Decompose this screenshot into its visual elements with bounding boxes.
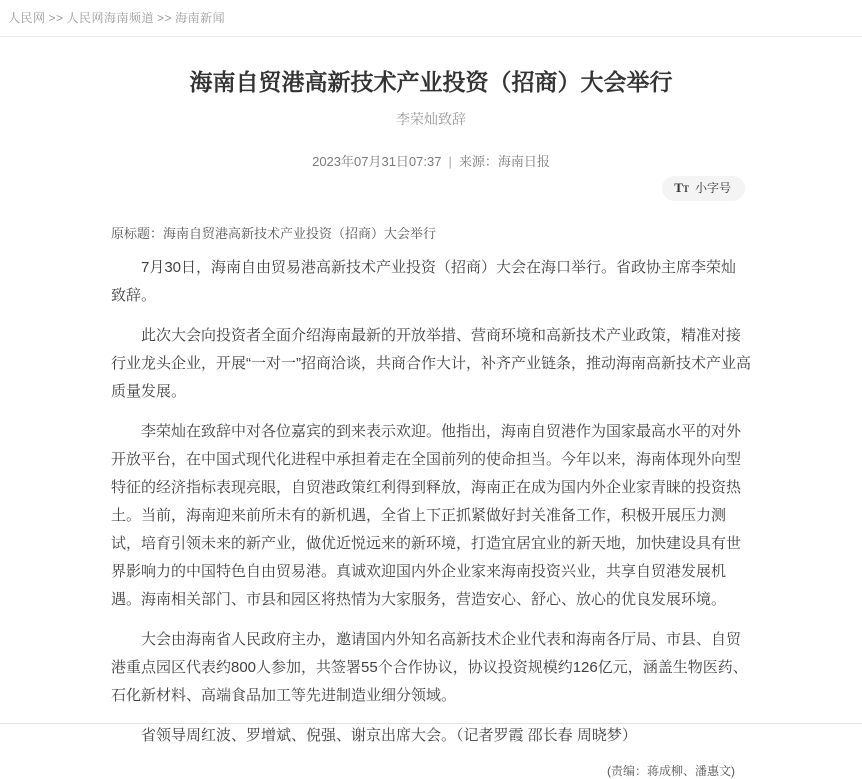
article-paragraph: 李荣灿在致辞中对各位嘉宾的到来表示欢迎。他指出，海南自贸港作为国家最高水平的对外开放平台，在中国式现代化进程中承担着走在全国前列的使命担当。今年以来，海南体现外向型特征的经济指标表现亮眼，自贸港政策红利得到释放，海南正在成为国内外企业家青睐的投资热土。当前，海南迎来前所未有的新机遇，全省上下正抓紧做好封关准备工作，积极开展压力测试，培育引领未来的新产业，做优近悦远来的新环境，打造宜居宜业的新天地，加快建设具有世界影响力的中国特色自由贸易港。真诚欢迎国内外企业家来海南投资兴业，共享自贸港发展机遇。海南相关部门、市县和园区将热情为大家服务，营造安心、舒心、放心的优良发展环境。 [111, 423, 742, 608]
article-body [111, 254, 751, 750]
article [111, 67, 751, 779]
editor-credit: (责编：蒋成柳、潘惠文) [607, 764, 735, 778]
article-paragraph: 大会由海南省人民政府主办，邀请国内外知名高新技术企业代表和海南各厅局、市县、自贸港重点园区代表约800人参加，共签署55个合作协议，协议投资规模约126亿元，涵盖生物医药、石化新材料、高端食品加工等先进制造业细分领域。 [111, 631, 748, 704]
original-title-text: 海南自贸港高新技术产业投资（招商）大会举行 [163, 226, 437, 241]
source-label: 来源： [458, 154, 498, 169]
breadcrumb-link-hainan-channel[interactable]: 人民网海南频道 [66, 11, 155, 25]
article-paragraph: 省领导周红波、罗增斌、倪强、谢京出席大会。（记者罗霞 邵长春 周晓梦） [141, 727, 637, 744]
page-title: 海南自贸港高新技术产业投资（招商）大会举行 [189, 69, 673, 95]
font-size-button-label: 小字号 [694, 181, 731, 195]
original-title-line [111, 223, 751, 242]
source-name: 海南日报 [497, 154, 550, 169]
breadcrumb-link-peoples-daily[interactable]: 人民网 [8, 11, 46, 25]
breadcrumb-separator: >> [157, 11, 173, 25]
breadcrumb-link-hainan-news[interactable]: 海南新闻 [175, 11, 226, 25]
original-title-label: 原标题： [111, 226, 164, 241]
meta-separator: | [448, 154, 452, 169]
article-paragraph: 7月30日，海南自由贸易港高新技术产业投资（招商）大会在海口举行。省政协主席李荣灿致辞。 [111, 259, 737, 304]
breadcrumb-separator: >> [48, 11, 64, 25]
article-paragraph: 此次大会向投资者全面介绍海南最新的开放举措、营商环境和高新技术产业政策，精准对接行业龙头企业，开展“一对一”招商洽谈，共商合作大计，补齐产业链条，推动海南高新技术产业高质量发展。 [111, 327, 751, 400]
font-size-button[interactable] [662, 176, 745, 201]
article-toolbar [111, 176, 751, 201]
breadcrumb [0, 0, 862, 37]
text-size-icon: TT [674, 180, 689, 195]
article-meta [111, 151, 751, 170]
article-subtitle: 李荣灿致辞 [396, 111, 466, 127]
publish-datetime: 2023年07月31日07:37 [312, 154, 442, 169]
